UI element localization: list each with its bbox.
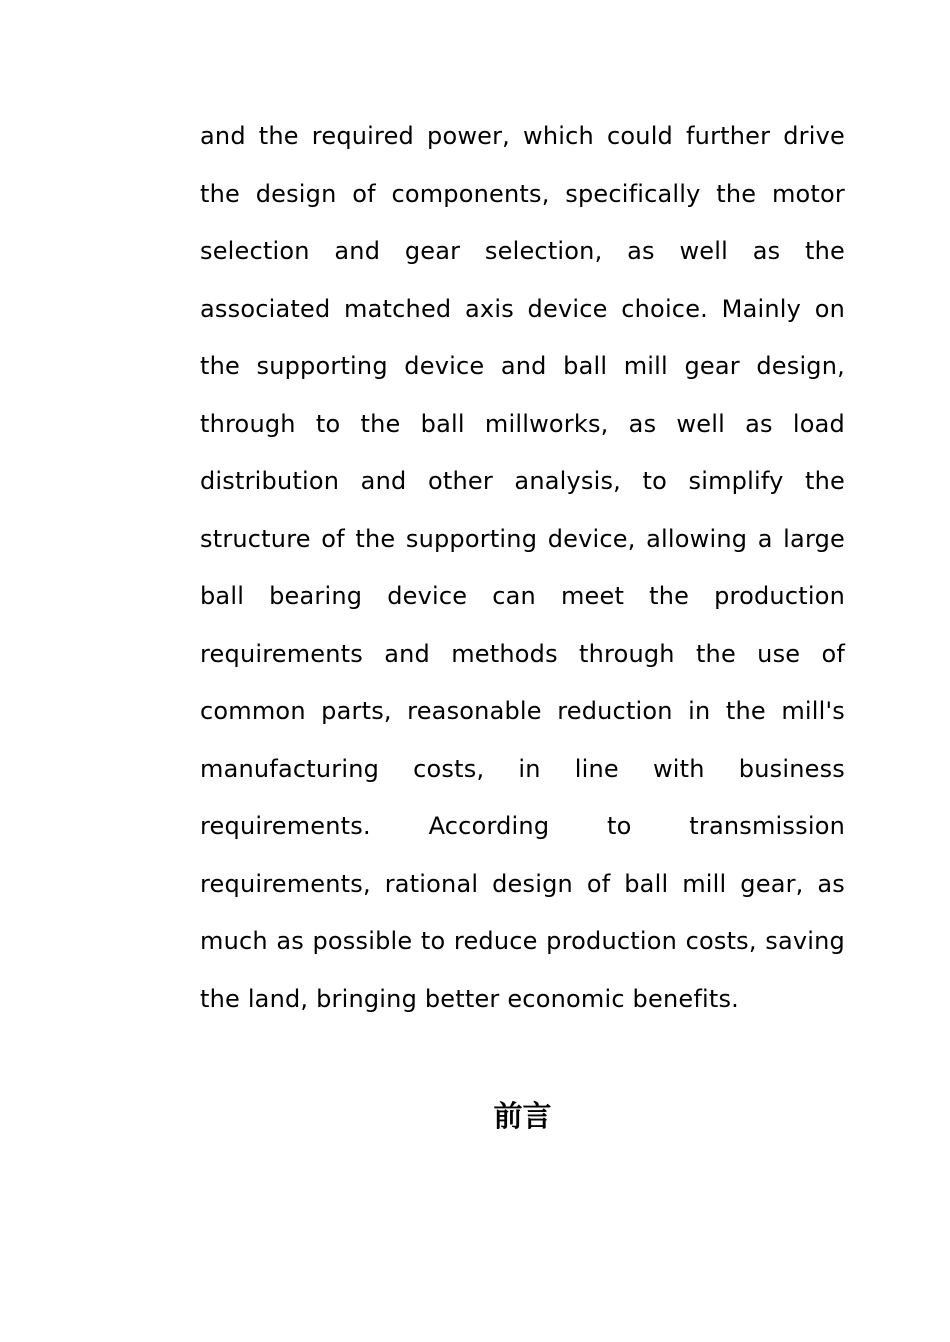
abstract-paragraph: and the required power, which could further drive the design of components, specifically the motor selection and gear selection, as well as the associated matched axis device choice. Mainly on the supporting device and ball mill gear design, through to the ball millworks, as well as load distribution and other analysis, to simplify the structure of the supporting device, allowing a large ball bearing device can meet the production requirements and methods through the use of common parts, reasonable reduction in the mill's manufacturing costs, in line with business requirements. According to transmission requirements, rational design of ball mill gear, as much as possible to reduce production costs, saving the land, bringing better economic benefits. [200,122,845,1013]
section-heading: 前言 [493,1099,552,1133]
